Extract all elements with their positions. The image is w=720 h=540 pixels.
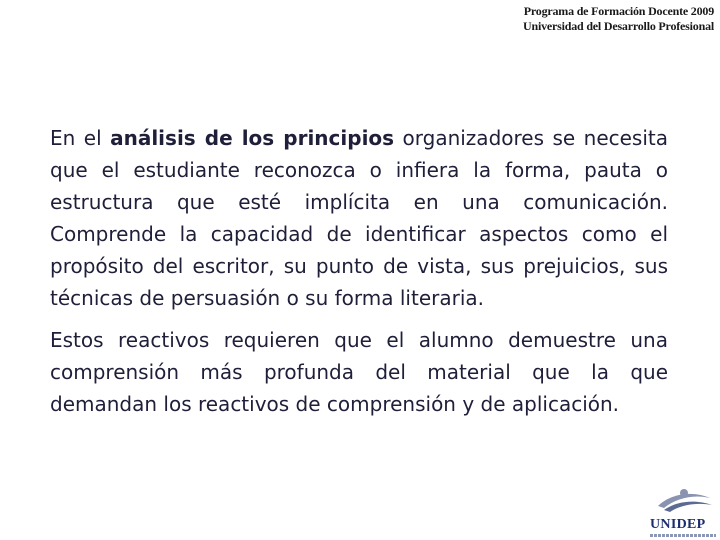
slide-body <box>50 122 668 420</box>
header-program-line: Programa de Formación Docente 2009 <box>523 4 714 18</box>
unidep-swoosh-logo-icon <box>640 484 720 518</box>
paragraph-lead: En el <box>50 126 111 150</box>
paragraph-reactives: Estos reactivos requieren que el alumno demuestre una comprensión más profunda del material que la que demandan los reactivos de comprensión y de aplicación. <box>50 328 668 416</box>
logo-wordmark: UNIDEP <box>650 517 706 532</box>
paragraph-analysis <box>50 122 668 314</box>
paragraph-rest: organizadores se necesita que el estudiante reconozca o infiera la forma, pauta o estructura que esté implícita en una comunicación. Comprende la capacidad de identificar aspectos como el propósito del escritor, su punto de vista, sus prejuicios, sus técnicas de persuasión o su forma literaria. <box>50 126 668 310</box>
header-university-line: Universidad del Desarrollo Profesional <box>523 19 714 33</box>
emphasized-term: análisis de los principios <box>110 126 395 150</box>
logo-tagline-mark <box>650 534 716 537</box>
document-header <box>523 4 714 34</box>
unidep-logo <box>640 484 720 540</box>
